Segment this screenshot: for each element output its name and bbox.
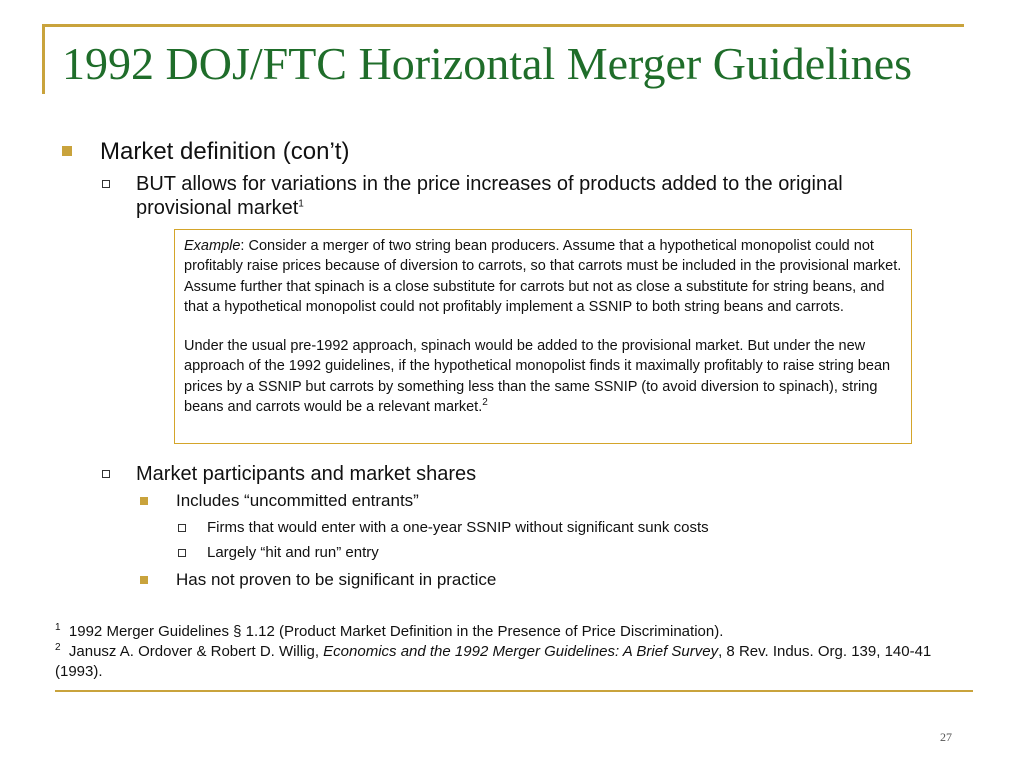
square-bullet-icon bbox=[140, 497, 148, 505]
superscript-footnote-2: 2 bbox=[482, 397, 488, 409]
example-paragraph-1-text: : Consider a merger of two string bean producers. Assume that a hypothetical monopolist could not profitably raise prices because of diversion to carrots, so that carrots must be included in the provisional market. Assume further that spinach is a close substitute for carrots but not as close a substitute for string beans, and that a hypothetical monopolist could not profitably implement a SSNIP to both string beans and carrots. bbox=[184, 238, 902, 315]
hollow-square-bullet-icon bbox=[178, 549, 186, 557]
square-bullet-icon bbox=[140, 576, 148, 584]
hollow-square-bullet-icon bbox=[102, 180, 110, 188]
title-frame-top-rule bbox=[42, 24, 964, 27]
sub-bullet-but-allows-text bbox=[136, 172, 942, 220]
bullet-includes-uncommitted-text: Includes “uncommitted entrants” bbox=[176, 491, 419, 510]
bullet-not-proven bbox=[140, 570, 496, 590]
hollow-square-bullet-icon bbox=[178, 524, 186, 532]
page-number: 27 bbox=[940, 730, 952, 744]
bullet-market-definition bbox=[62, 138, 349, 167]
bullet-firms-would-enter-text: Firms that would enter with a one-year SSNIP without significant sunk costs bbox=[207, 519, 709, 536]
footnote-2-title: Economics and the 1992 Merger Guidelines: A Brief Survey bbox=[323, 642, 719, 660]
footnote-1-number: 1 bbox=[55, 622, 61, 633]
sub-bullet-but-allows bbox=[102, 172, 942, 220]
title-frame-left-rule bbox=[42, 24, 45, 94]
footnote-1-text: 1992 Merger Guidelines § 1.12 (Product Market Definition in the Presence of Price Discrimination). bbox=[68, 623, 724, 640]
example-label: Example bbox=[184, 238, 241, 254]
bullet-hit-and-run-text: Largely “hit and run” entry bbox=[207, 544, 379, 561]
footnote-2-authors: Janusz A. Ordover & Robert D. Willig, bbox=[68, 642, 324, 660]
superscript-footnote-1: 1 bbox=[298, 198, 304, 210]
sub-bullet-market-participants bbox=[102, 462, 476, 486]
but-allows-text: BUT allows for variations in the price increases of products added to the original provisional market bbox=[136, 173, 843, 219]
footnote-1 bbox=[55, 622, 975, 642]
footnote-2-rest: , 8 Rev. Indus. Org. 139, 140-41 (1993). bbox=[55, 642, 932, 680]
example-paragraph-2 bbox=[184, 336, 902, 417]
bullet-market-definition-text: Market definition (con’t) bbox=[100, 138, 350, 165]
footer-rule bbox=[55, 690, 973, 692]
example-paragraph-2-text: Under the usual pre-1992 approach, spinach would be added to the provisional market. But under the new approach of the 1992 guidelines, if the hypothetical monopolist finds it maximally profitably to raise string bean prices by a SSNIP but carrots by something less than the same SSNIP (to avoid diversion to spinach), string beans and carrots would be a relevant market. bbox=[184, 338, 891, 416]
example-paragraph-1 bbox=[184, 236, 902, 317]
footnotes bbox=[55, 622, 975, 682]
footnote-2 bbox=[55, 642, 975, 682]
footnote-2-number: 2 bbox=[55, 641, 61, 653]
sub-bullet-market-participants-text: Market participants and market shares bbox=[136, 463, 477, 485]
bullet-firms-would-enter bbox=[178, 519, 709, 537]
square-bullet-icon bbox=[62, 146, 72, 156]
slide-title: 1992 DOJ/FTC Horizontal Merger Guidelines bbox=[62, 38, 913, 89]
example-box bbox=[174, 229, 912, 444]
hollow-square-bullet-icon bbox=[102, 470, 110, 478]
bullet-includes-uncommitted bbox=[140, 491, 419, 511]
bullet-not-proven-text: Has not proven to be significant in practice bbox=[176, 570, 497, 589]
bullet-hit-and-run bbox=[178, 544, 379, 562]
